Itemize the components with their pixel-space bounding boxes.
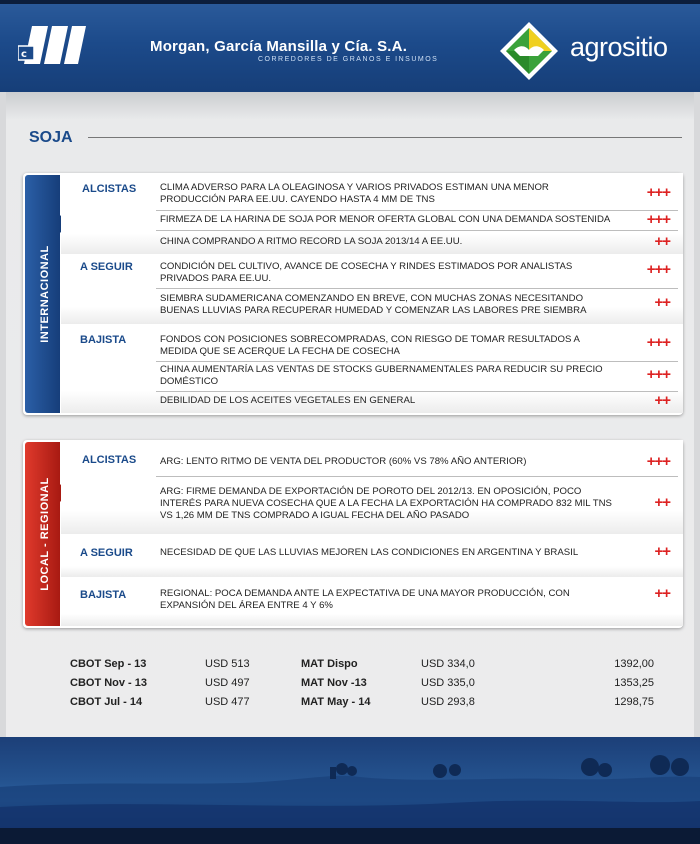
table-cell: USD 293,8: [421, 696, 475, 708]
rating-plus-icon: +++: [646, 366, 670, 383]
item-text: CHINA COMPRANDO A RITMO RECORD LA SOJA 2013/14 A EE.UU.: [160, 236, 463, 247]
rating-plus-icon: +++: [646, 453, 670, 470]
table-cell: USD 334,0: [421, 658, 475, 670]
rating-plus-icon: ++: [654, 585, 670, 602]
rating-plus-icon: ++: [654, 294, 670, 311]
side-tab-internacional: [25, 175, 60, 413]
item-text: SIEMBRA SUDAMERICANA COMENZANDO EN BREVE, CON MUCHAS ZONAS NECESITANDO BUENAS LLUVIAS PARA RECUPERAR HUMEDAD Y COMENZAR LAS LABORES PRE SIEMBRA: [160, 293, 587, 316]
table-cell: USD 497: [205, 677, 250, 689]
side-tab-local-regional: [25, 442, 60, 626]
rating-plus-icon: +++: [646, 334, 670, 351]
category-a-seguir: A SEGUIR: [80, 261, 133, 273]
rating-plus-icon: +++: [646, 211, 670, 228]
item-text: FONDOS CON POSICIONES SOBRECOMPRADAS, CON RIESGO DE TOMAR RESULTADOS A MEDIDA QUE SE ACERQUE LA FECHA DE COSECHA: [160, 334, 580, 357]
rating-plus-icon: ++: [654, 392, 670, 409]
table-cell: 1353,25: [614, 677, 654, 689]
item-text: ARG: FIRME DEMANDA DE EXPORTACIÓN DE POROTO DEL 2012/13. EN OPOSICIÓN, POCO INTERÉS PARA NUEVA COSECHA QUE A LA FECHA LA EXPORTACIÓN HA COMPRADO 832 MIL TNS VS 1,26 MM DE TNS COMPRADO A IGUAL FECHA DEL AÑO PASADO: [160, 486, 612, 521]
item-text: FIRMEZA DE LA HARINA DE SOJA POR MENOR OFERTA GLOBAL CON UNA DEMANDA SOSTENIDA: [160, 214, 611, 225]
company-subtitle: CORREDORES DE GRANOS E INSUMOS: [258, 56, 439, 63]
rating-plus-icon: ++: [654, 494, 670, 511]
item-text: CLIMA ADVERSO PARA LA OLEAGINOSA Y VARIOS PRIVADOS ESTIMAN UNA MENOR PRODUCCIÓN PARA EE.UU. CAYENDO HASTA 4 MM DE TNS: [160, 182, 549, 205]
row-divider: [156, 391, 678, 392]
table-cell: MAT Dispo: [301, 658, 358, 670]
side-label: INTERNACIONAL: [39, 245, 51, 343]
company-name: Morgan, García Mansilla y Cía. S.A.: [150, 38, 408, 55]
row-divider: [156, 230, 678, 231]
category-a-seguir: A SEGUIR: [80, 547, 133, 559]
row-divider: [156, 476, 678, 477]
row-divider: [156, 288, 678, 289]
rating-plus-icon: ++: [654, 233, 670, 250]
table-cell: CBOT Jul - 14: [70, 696, 143, 708]
table-cell: USD 335,0: [421, 677, 475, 689]
header-banner: [0, 0, 700, 92]
rating-plus-icon: +++: [646, 261, 670, 278]
category-alcistas: ALCISTAS: [82, 183, 137, 195]
category-bajista: BAJISTA: [80, 334, 127, 346]
table-cell: USD 513: [205, 658, 250, 670]
table-cell: 1298,75: [614, 696, 654, 708]
category-alcistas: ALCISTAS: [82, 454, 137, 466]
mgm-logo-icon: [18, 20, 88, 70]
category-bajista: BAJISTA: [80, 589, 127, 601]
item-text: ARG: LENTO RITMO DE VENTA DEL PRODUCTOR (60% VS 78% AÑO ANTERIOR): [160, 456, 527, 467]
table-cell: USD 477: [205, 696, 250, 708]
title-divider: [88, 137, 682, 138]
rating-plus-icon: ++: [654, 543, 670, 560]
table-cell: MAT Nov -13: [301, 677, 367, 689]
table-cell: CBOT Nov - 13: [70, 677, 148, 689]
table-cell: MAT May - 14: [301, 696, 371, 708]
table-cell: 1392,00: [614, 658, 654, 670]
item-text: CHINA AUMENTARÍA LAS VENTAS DE STOCKS GUBERNAMENTALES PARA REDUCIR SU PRECIO DOMÉSTICO: [160, 364, 603, 387]
row-divider: [156, 210, 678, 211]
section-title: SOJA: [29, 129, 73, 146]
row-divider: [156, 361, 678, 362]
item-text: DEBILIDAD DE LOS ACEITES VEGETALES EN GENERAL: [160, 395, 416, 406]
agrositio-brand: agrositio: [570, 32, 668, 62]
item-text: CONDICIÓN DEL CULTIVO, AVANCE DE COSECHA Y RINDES ESTIMADOS POR ANALISTAS PRIVADOS PARA EE.UU.: [160, 261, 573, 284]
table-cell: CBOT Sep - 13: [70, 658, 147, 670]
rating-plus-icon: +++: [646, 184, 670, 201]
side-label: LOCAL - REGIONAL: [39, 477, 51, 591]
footer-strip: [0, 828, 700, 844]
item-text: REGIONAL: POCA DEMANDA ANTE LA EXPECTATIVA DE UNA MAYOR PRODUCCIÓN, CON EXPANSIÓN DEL ÁREA ENTRE 4 Y 6%: [160, 588, 570, 611]
agrositio-logo-icon: [498, 20, 560, 82]
item-text: NECESIDAD DE QUE LAS LLUVIAS MEJOREN LAS CONDICIONES EN ARGENTINA Y BRASIL: [160, 547, 579, 558]
svg-text:c: c: [21, 49, 27, 60]
